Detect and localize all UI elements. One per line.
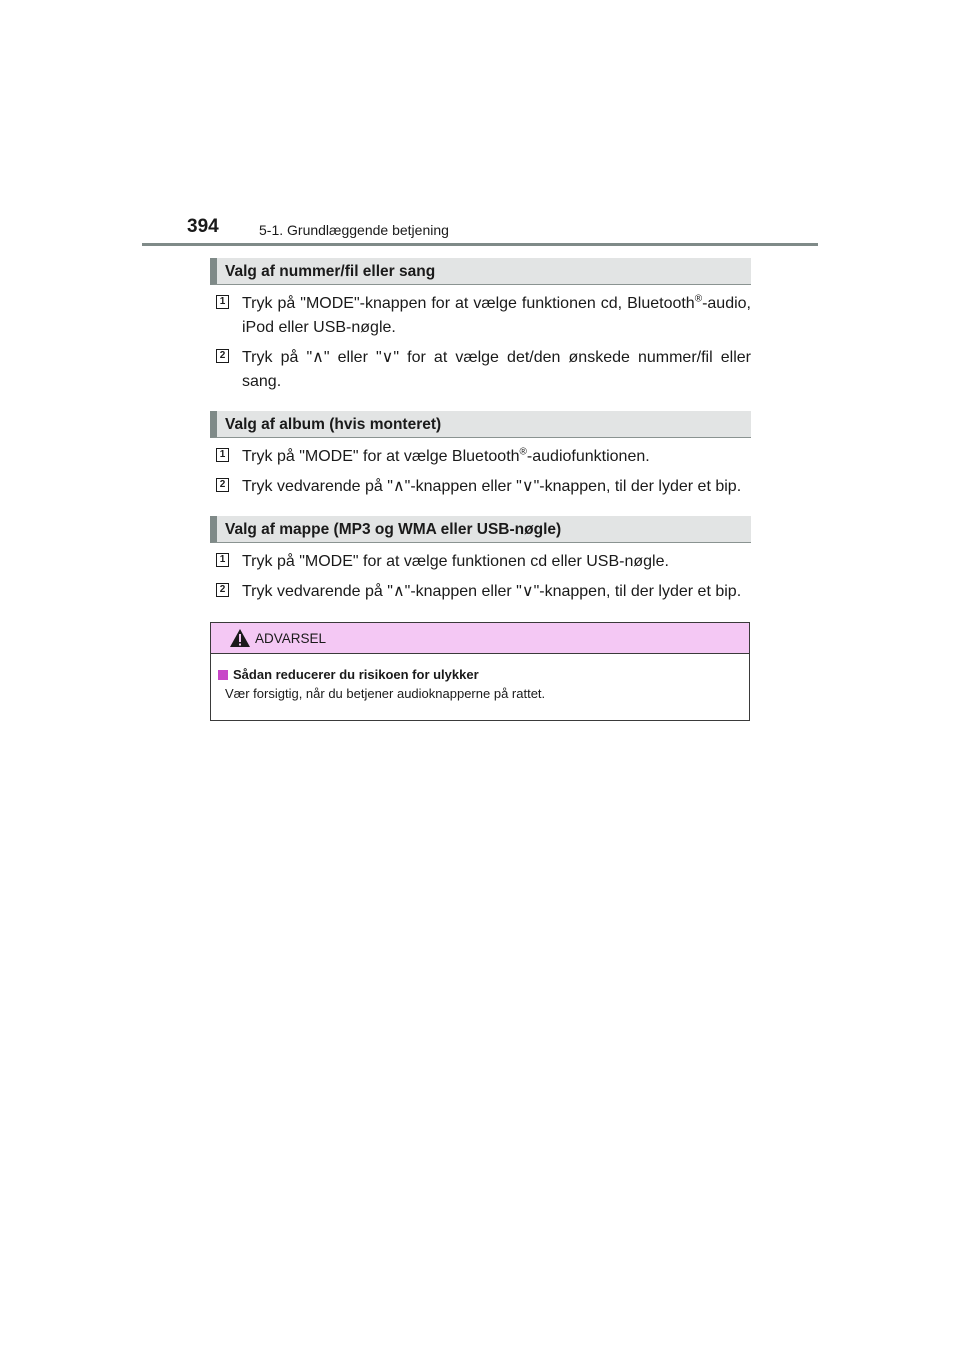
warning-box xyxy=(210,622,750,721)
registered-mark: ® xyxy=(694,293,703,305)
step-number-badge: 2 xyxy=(216,349,229,363)
step-list xyxy=(210,550,751,604)
step-text: Tryk på "∧" eller "∨" for at vælge det/den ønskede nummer/fil eller sang. xyxy=(242,349,751,390)
section-title: 5-1. Grundlæggende betjening xyxy=(259,222,449,238)
step-list xyxy=(210,445,751,499)
step-text: Tryk vedvarende på "∧"-knappen eller "∨"-knappen, til der lyder et bip. xyxy=(242,478,742,495)
step-item xyxy=(210,550,751,574)
section-heading: Valg af nummer/fil eller sang xyxy=(210,258,751,285)
square-bullet-icon xyxy=(218,670,228,680)
step-item xyxy=(210,292,751,340)
page-content xyxy=(210,258,751,610)
registered-mark: ® xyxy=(519,446,527,458)
warning-triangle-icon xyxy=(229,628,251,648)
warning-title: ADVARSEL xyxy=(255,631,327,646)
page-header xyxy=(0,0,960,250)
step-number-badge: 2 xyxy=(216,478,229,492)
step-number-badge: 1 xyxy=(216,295,229,309)
step-item xyxy=(210,346,751,394)
step-item xyxy=(210,445,751,469)
section-heading: Valg af album (hvis monteret) xyxy=(210,411,751,438)
warning-subheading: Sådan reducerer du risikoen for ulykker xyxy=(218,667,749,682)
page-number: 394 xyxy=(187,216,219,237)
step-text: Tryk på "MODE" for at vælge funktionen cd eller USB-nøgle. xyxy=(242,553,669,570)
step-list xyxy=(210,292,751,394)
warning-header xyxy=(211,623,749,654)
section-heading: Valg af mappe (MP3 og WMA eller USB-nøgle) xyxy=(210,516,751,543)
step-number-badge: 1 xyxy=(216,448,229,462)
step-text: Tryk på "MODE"-knappen for at vælge funktionen cd, Bluetooth®-audio, iPod eller USB-nøgle. xyxy=(242,293,751,336)
header-divider xyxy=(142,243,818,246)
step-item xyxy=(210,475,751,499)
step-item xyxy=(210,580,751,604)
step-text: Tryk vedvarende på "∧"-knappen eller "∨"-knappen, til der lyder et bip. xyxy=(242,583,742,600)
warning-text: Vær forsigtig, når du betjener audioknapperne på rattet. xyxy=(225,686,546,701)
warning-body xyxy=(211,654,749,701)
step-number-badge: 2 xyxy=(216,583,229,597)
step-text: Tryk på "MODE" for at vælge Bluetooth®-audiofunktionen. xyxy=(242,446,650,465)
step-number-badge: 1 xyxy=(216,553,229,567)
